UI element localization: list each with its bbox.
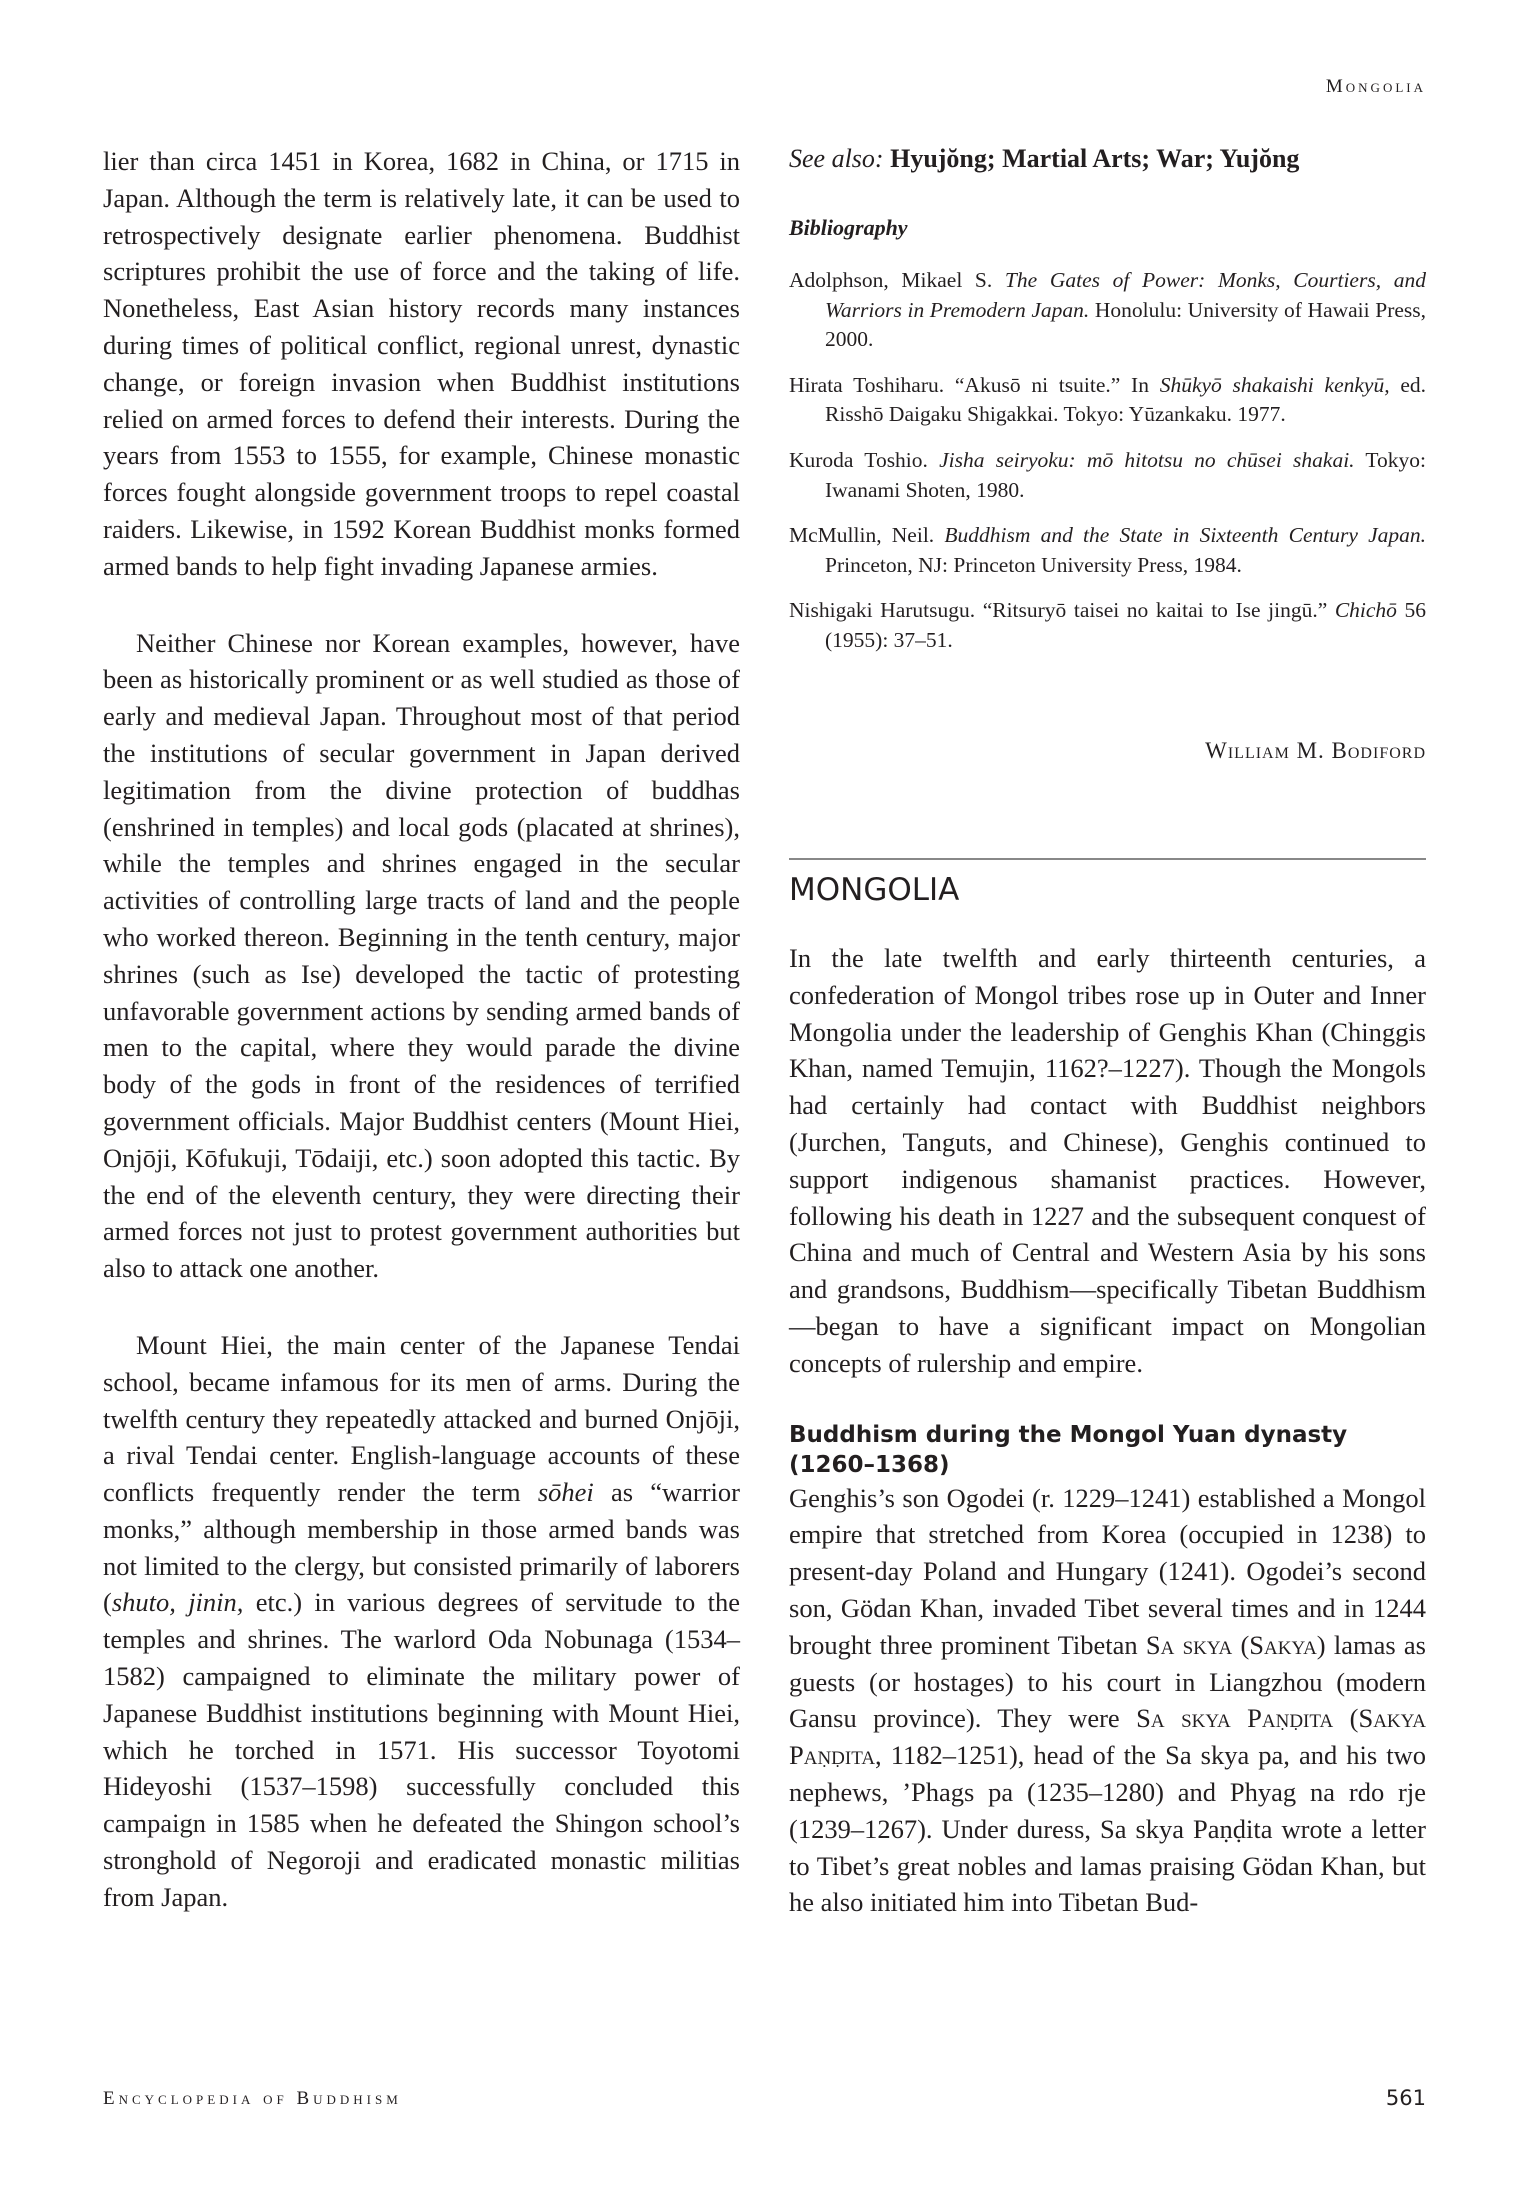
title: Shūkyō shakaishi kenkyū, <box>1159 372 1390 397</box>
running-head: Mongolia <box>1325 76 1426 97</box>
text: McMullin, Neil. <box>789 523 945 548</box>
bibliography-entry <box>789 371 1426 430</box>
separator: ; <box>1141 144 1157 173</box>
text: Adolphson, Mikael S. <box>789 268 1005 292</box>
title: The Gates of Power: Monks, Courtiers, and Warriors in Premodern Japan. <box>825 268 1426 322</box>
text: Nishigaki Harutsugu. “Ritsuryō taisei no kaitai to Ise jingū.” <box>789 598 1335 623</box>
separator: ; <box>1205 144 1220 173</box>
text: etc.) in various degrees of servitude to the temples and shrines. The warlord Oda Nobunaga (1534–1582) campaigned to eliminate the military power of Japanese Buddhist institutions beginning with Mount Hiei, which he torched in 1571. His successor Toyotomi Hideyoshi (1537–1598) successfully concluded this campaign in 1585 when he defeated the Shingon school’s stronghold of Negoroji and eradicated monastic militias from Japan. <box>103 1587 740 1912</box>
bibliography-entry <box>789 521 1426 580</box>
text: Mount Hiei, the main center of the Japanese Tendai school, became infamous for its men of arms. During the twelfth century they repeatedly attacked and burned Onjōji, a rival Tendai center. English-language accounts of these conflicts frequently render the term <box>103 1329 740 1508</box>
bibliography-entry <box>789 446 1426 505</box>
paragraph: Neither Chinese nor Korean examples, however, have been as historically prominent or as well studied as those of early and medieval Japan. Throughout most of that period the institutions of secular government in Japan derived legitimation from the divine protection of buddhas (enshrined in temples) and local gods (placated at shrines), while the temples and shrines engaged in the secular activities of controlling large tracts of land and the people who worked thereon. Beginning in the tenth century, major shrines (such as Ise) developed the tactic of protesting unfavorable government actions by sending armed bands of men to the capital, where they would parade the divine body of the gods in front of the residences of terrified government officials. Major Buddhist centers (Mount Hiei, Onjōji, Kōfukuji, Tōdaiji, etc.) soon adopted this tactic. By the end of the eleventh century, they were directing their armed forces not just to protest government authorities but also to attack one another. <box>103 627 740 1284</box>
text: Hirata Toshiharu. “Akusō ni tsuite.” In <box>789 372 1160 397</box>
see-also-link[interactable]: Yujŏng <box>1219 144 1300 173</box>
title: Chichō <box>1334 598 1397 623</box>
see-also-label: See also: <box>789 144 884 173</box>
see-also-link[interactable]: Hyujŏng <box>890 144 987 173</box>
left-column <box>103 143 740 1916</box>
bibliography-heading: Bibliography <box>789 215 908 240</box>
see-also-link[interactable]: Martial Arts <box>1002 144 1142 173</box>
text: ed. Risshō Daigaku Shigakkai. Tokyo: Yūzankaku. 1977. <box>825 372 1426 427</box>
text: Tokyo: Iwanami Shoten, 1980. <box>825 447 1426 502</box>
paragraph <box>103 1327 740 1916</box>
bibliography-list <box>789 266 1426 656</box>
bibliography-entry <box>789 266 1426 355</box>
mongolia-article <box>789 940 1426 1921</box>
text: as “warrior monks,” although membership in those armed bands was not limited to the clergy, but consisted primarily of laborers ( <box>103 1477 740 1618</box>
article-title: MONGOLIA <box>789 872 960 908</box>
see-also <box>789 144 1299 174</box>
text: Genghis’s son Ogodei (r. 1229–1241) established a Mongol empire that stretched from Korea (occupied in 1238) to present-day Poland and Hungary (1241). Ogodei’s second son, Gödan Khan, invaded Tibet several times and in 1244 brought three prominent Tibetan <box>789 1482 1426 1660</box>
paragraph: lier than circa 1451 in Korea, 1682 in China, or 1715 in Japan. Although the term is relatively late, it can be used to retrospectively designate earlier phenomena. Buddhist scriptures prohibit the use of force and the taking of life. Nonetheless, East Asian history records many instances during times of political conflict, regional unrest, dynastic change, or foreign invasion when Buddhist institutions relied on armed forces to defend their interests. During the years from 1553 to 1555, for example, Chinese monastic forces fought alongside government troops to repel coastal raiders. Likewise, in 1592 Korean Buddhist monks formed armed bands to help fight invading Japanese armies. <box>103 146 740 581</box>
italic-term: sōhei <box>537 1477 594 1508</box>
see-also-link[interactable]: War <box>1156 144 1206 173</box>
small-caps-term: Sa skya (Sakya) <box>1145 1629 1326 1660</box>
separator: ; <box>986 144 1003 173</box>
page-number: 561 <box>1385 2086 1426 2110</box>
text: Princeton, NJ: Princeton University Press, 1984. <box>825 552 1242 577</box>
paragraph: In the late twelfth and early thirteenth centuries, a confederation of Mongol tribes rose up in Outer and Inner Mongolia under the leadership of Genghis Khan (Chinggis Khan, named Temujin, 1162?–1227). Though the Mongols had certainly had contact with Buddhist neighbors (Jurchen, Tanguts, and Chinese), Genghis continued to support indigenous shamanist practices. However, following his death in 1227 and the subsequent conquest of China and much of Central and Western Asia by his sons and grandsons, Buddhism—specifically Tibetan Buddhism—began to have a significant impact on Mongolian concepts of rulership and empire. <box>789 943 1426 1378</box>
section-divider <box>789 858 1426 860</box>
text: lamas as guests (or hostages) to his court in Liangzhou (modern Gansu province). They were <box>789 1629 1426 1734</box>
title: Buddhism and the State in Sixteenth Century Japan. <box>944 523 1426 548</box>
text: Kuroda Toshio. <box>789 447 940 472</box>
text: 56 (1955): 37–51. <box>825 598 1426 652</box>
text: Honolulu: University of Hawaii Press, 2000. <box>825 297 1426 352</box>
italic-term: shuto, jinin, <box>111 1587 244 1618</box>
bibliography-entry <box>789 596 1426 655</box>
paragraph <box>789 1480 1426 1922</box>
footer-title: Encyclopedia of Buddhism <box>103 2088 402 2109</box>
section-heading: Buddhism during the Mongol Yuan dynasty (1260–1368) <box>789 1421 1348 1478</box>
small-caps-term: Sa skya Paṇḍita (Sakya Paṇḍita, <box>789 1703 1426 1771</box>
title: Jisha seiryoku: mō hitotsu no chūsei shakai. <box>939 447 1355 472</box>
author-signature: William M. Bodiford <box>1205 738 1426 763</box>
text: 1182–1251), head of the Sa skya pa, and his two nephews, ’Phags pa (1235–1280) and Phyag na rdo rje (1239–1267). Under duress, Sa skya Paṇḍita wrote a letter to Tibet’s great nobles and lamas praising Gödan Khan, but he also initiated him into Tibetan Bud- <box>789 1740 1426 1918</box>
